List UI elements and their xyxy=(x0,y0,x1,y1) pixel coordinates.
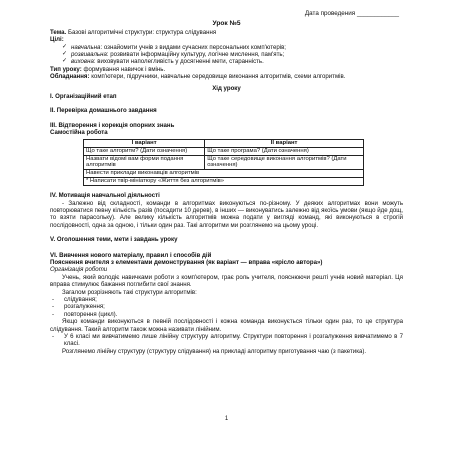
dash-bullet: - xyxy=(52,296,55,303)
table-cell: Що таке програма? (Дати означення) xyxy=(205,147,364,155)
section-knowledge: ІІІ. Відтворення і корекція опорних знань xyxy=(50,121,175,129)
topic-label: Тема. xyxy=(50,28,67,36)
independent-work-table xyxy=(83,139,364,186)
table-row xyxy=(84,155,364,170)
table-cell: Що таке алгоритм? (Дати означення) xyxy=(84,147,205,155)
table-cell: * Написати твір-мініатюру «Життя без алгоритмів» xyxy=(84,178,364,186)
list-item-text: розгалуження; xyxy=(64,303,105,311)
goal-text: : ознайомити учнів з видами сучасних персональних комп'ютерів; xyxy=(100,43,286,51)
goal-key: розвивальна xyxy=(71,51,107,59)
grade-paragraph: У 6 класі ми вивчатимемо лише лінійну структуру алгоритму. Структури повторення і розгалуження вивчатимемо в 7 класі. xyxy=(64,333,403,348)
table-row xyxy=(84,170,364,178)
sequence-paragraph: Якщо команди виконуються в певній послідовності і кожна команда виконується тільки один раз, то це структура слідування. Такий алгоритм також можна називати лінійним. xyxy=(50,318,403,333)
date-line: Дата проведения ____________ xyxy=(304,10,399,17)
equipment-text: комп'ютери, підручники, навчальне середовище виконання алгоритмів, схеми алгоритмів. xyxy=(89,73,346,81)
section-organization: І. Організаційний етап xyxy=(50,93,117,101)
course-title: Хід уроку xyxy=(212,84,241,92)
goals-label: Цілі: xyxy=(50,36,64,44)
dash-bullet: - xyxy=(52,310,55,318)
page-number: 1 xyxy=(224,416,229,422)
explanation-paragraph: Учень, який володіє навичками роботи з комп'ютером, грає роль учителя, пояснюючи решті учнів новий матеріал. Ця вправа стимулює бажання поглибити свої знання. xyxy=(50,273,403,289)
list-item-text: слідування; xyxy=(64,296,97,303)
section-motivation: IV. Мотивація навчальної діяльності xyxy=(50,192,160,200)
equipment-line xyxy=(50,73,403,80)
section-topic-announcement: V. Оголошення теми, мети і завдань уроку xyxy=(50,236,178,244)
equipment-label: Обладнання: xyxy=(50,73,90,81)
motivation-paragraph: - Залежно від складності, команди в алгоритмах виконуються по-різному. У деяких алгоритмах вони можуть повторюватися певну кількість разів (посадити 10 дерев), в інших — виконуватись залежно від якоїсь умови (якщо йде дощ, то взяти парасольку). Але велику кількість алгоритмів можна подати у вигляді команд, які виконуються в строгій послідовності, одна за одною, і тільки один раз. Такі алгоритми ми розглянемо на цьому уроці. xyxy=(50,199,403,229)
list-item xyxy=(52,333,403,348)
topic-line xyxy=(50,29,403,36)
section-homework: ІІ. Перевірка домашнього завдання xyxy=(50,107,157,115)
lesson-type-text: формування навичок і вмінь. xyxy=(81,65,166,73)
list-item xyxy=(52,311,403,318)
section-new-material: VI. Вивчення нового матеріалу, правил і способів дій xyxy=(50,251,212,259)
topic-text: Базові алгоритмічні структури: структура слідування xyxy=(66,28,217,36)
table-header: ІІ варіант xyxy=(205,139,364,147)
explanation-title: Пояснення вчителя з елементами демонстрування (як варіант — вправа «крісло автора») xyxy=(50,258,323,266)
table-header: І варіант xyxy=(84,139,205,147)
lesson-number: Урок №5 xyxy=(212,20,241,28)
dash-bullet: - xyxy=(52,333,55,341)
checkmark-icon: ✓ xyxy=(62,43,68,50)
goal-item xyxy=(62,51,403,58)
table-cell: Що таке середовище виконання алгоритмів? (Дати означення) xyxy=(205,155,364,170)
structures-intro: Загалом розрізняють такі структури алгоритмів: xyxy=(62,288,197,296)
list-item xyxy=(52,303,403,310)
goal-text: : розвивати інформаційну культуру, логічне мислення, пам'ять; xyxy=(106,51,285,59)
dash-bullet: - xyxy=(52,303,55,311)
checkmark-icon: ✓ xyxy=(62,51,68,58)
table-row xyxy=(84,147,364,155)
independent-work-label: Самостійна робота xyxy=(50,129,108,137)
goal-key: виховна xyxy=(71,58,94,66)
list-item xyxy=(52,296,403,303)
table-cell: Назвати відомі вам форми подання алгоритмів xyxy=(84,155,205,170)
organization-label: Організація роботи xyxy=(50,266,108,274)
lesson-type-line xyxy=(50,66,403,73)
lesson-type-label: Тип уроку: xyxy=(50,65,82,73)
table-row xyxy=(84,178,364,186)
goal-key: навчальна xyxy=(71,43,101,51)
goal-text: : виховувати наполегливість у досягненні мети, старанність. xyxy=(93,58,264,66)
example-paragraph: Розглянемо лінійну структуру (структуру слідування) на прикладі алгоритму приготування чаю (з пакетика). xyxy=(62,347,367,355)
goal-item xyxy=(62,58,403,65)
checkmark-icon: ✓ xyxy=(62,58,68,65)
list-item-text: повторення (цикл). xyxy=(64,310,118,318)
goal-item xyxy=(62,44,403,51)
table-cell: Навести приклади виконавців алгоритмів xyxy=(84,170,364,178)
table-header-row xyxy=(84,139,364,147)
